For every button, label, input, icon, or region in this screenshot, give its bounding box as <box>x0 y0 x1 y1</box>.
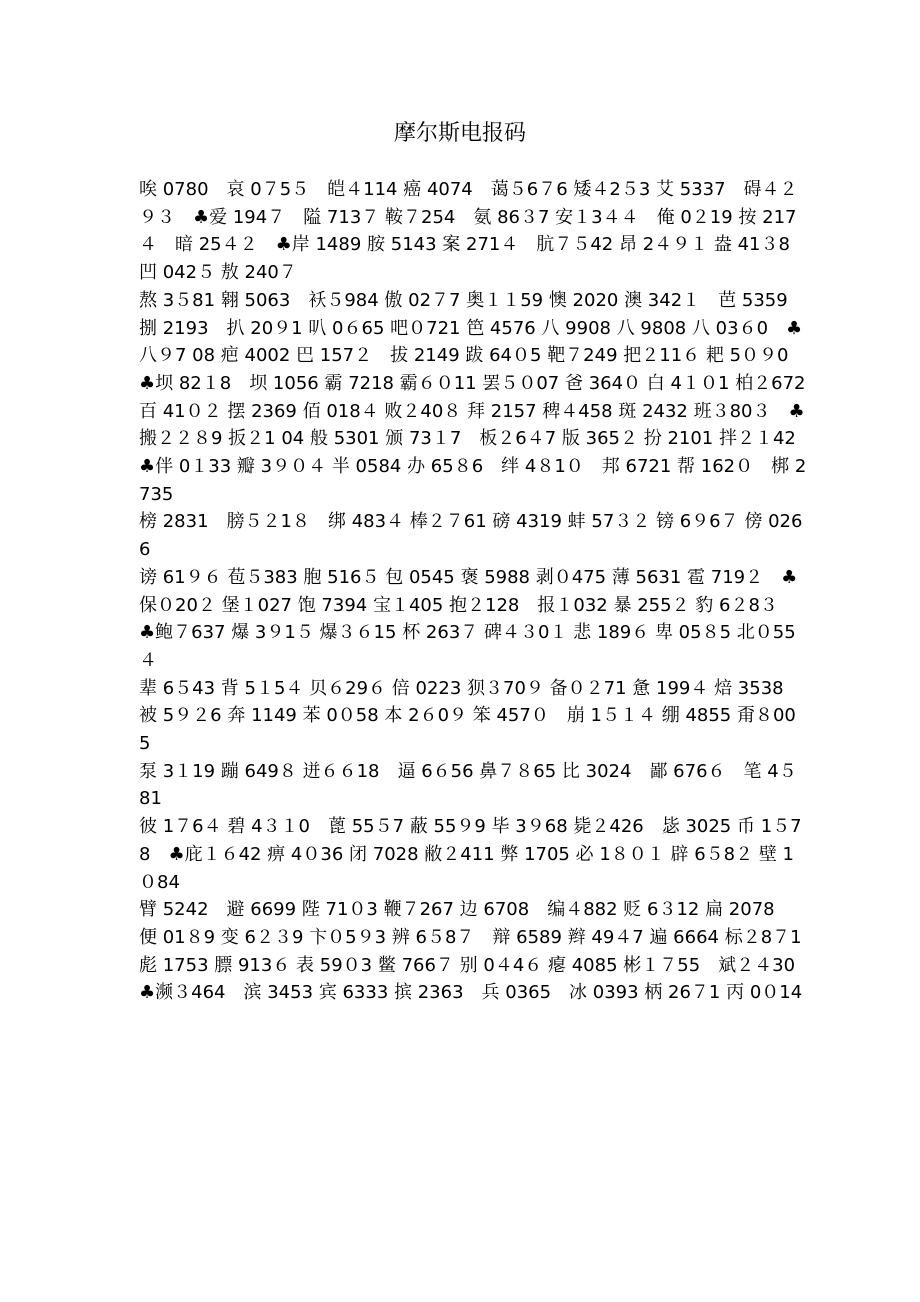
paragraph: 彼 1７6４ 碧 4３１0 蓖 55５7 蔽 55９9 毕 3９68 毙２426 毖 3025 币 1５78 ♣庇１６42 痹 4０36 闭 7028 敝２411 弊 1705 必 1８０１ 辟 6５8２ 壁 1０84 <box>139 816 802 893</box>
paragraph: 谤 61９６ 苞５383 胞 516５ 包 0545 褒 5988 剥０475 薄 5631 雹 719２ ♣保０20２ 堡１027 饱 7394 宝１405 抱２128 报１032 暴 255２ 豹 6２8３ ♣鲍７637 爆 3９1５ 爆３６15 杯 263７ 碑４３0１ 悲 189６ 卑 05８5 北０55４ <box>139 566 798 671</box>
paragraph: 辈 6５43 背 5１5４ 贝６29６ 倍 0223 狈３70９ 备０２71 惫 199４ 焙 3538 <box>139 677 784 699</box>
paragraph: 臂 5242 避 6699 陛 71０3 鞭７267 边 6708 编４882 贬 6３12 扁 2078 <box>139 899 775 921</box>
document-body <box>139 176 814 1007</box>
paragraph: 彪 1753 膘 913６ 表 59０3 鳖 766７ 别 0４4６ 瘪 4085 彬１７55 斌２４30 ♣濒３464 滨 3453 宾 6333 摈 2363 兵 0365 冰 0393 柄 26７1 丙 0０14 <box>139 954 814 1004</box>
paragraph: 被 5９２6 奔 1149 苯 0０58 本 2６0９ 笨 457０ 崩 1５１４ 绷 4855 甭８005 <box>139 705 796 755</box>
paragraph: 熬 3５81 翱 5063 袄５984 傲 02７7 奥１１59 懊 2020 澳 342１ 芭 5359 <box>139 289 788 311</box>
paragraph: 泵 3１19 蹦 649８ 迸６６18 逼 6６56 鼻７８65 比 3024 鄙 676６ 笔 4５81 <box>139 760 797 810</box>
paragraph: 捌 2193 扒 20９1 叭 0６65 吧０721 笆 4576 八 9908 八 9808 八 03６0 ♣八９7 08 疤 4002 巴 157２ 拔 2149 跋 64０5 靶７249 把２11６ 耙 5０９0 ♣坝 82１8 坝 1056 霸 7218 霸６０11 罢５０07 爸 364０ 白 4１０1 柏２672 <box>139 317 807 394</box>
paragraph: 百 41０２ 摆 2369 佰 018４ 败２40８ 拜 2157 稗４458 斑 2432 班３80３ ♣搬２２８9 扳２1 04 般 5301 颁 73１7 板２6４7 版 365２ 扮 2101 拌２１42 ♣伴 0１33 瓣 3９０４ 半 0584 办 65８6 绊 4８1０ 邦 6721 帮 162０ 梆 2735 <box>139 400 814 505</box>
paragraph: 榜 2831 膀５２1８ 绑 483４ 棒２７61 磅 4319 蚌 57３２ 镑 6９6７ 傍 0266 <box>139 511 803 561</box>
paragraph: 便 01８9 变 6２３9 卞０5９3 辨 6５8７ 辩 6589 辫 49４7 遍 6664 标２8７1 <box>139 926 802 948</box>
paragraph: 唉 0780 哀 0７5５ 皑４114 癌 4074 蔼５6７6 矮４2５3 艾 5337 碍４２９３ ♣爱 194７ 隘 713７ 鞍７254 氨 86３7 安１3４４ 俺 0２19 按 217４ 暗 25４２ ♣岸 1489 胺 5143 案 271４ 肮７５42 昂 2４９１ 盎 41３8 凹 042５ 敖 240７ <box>139 179 798 284</box>
document-title: 摩尔斯电报码 <box>393 121 526 146</box>
